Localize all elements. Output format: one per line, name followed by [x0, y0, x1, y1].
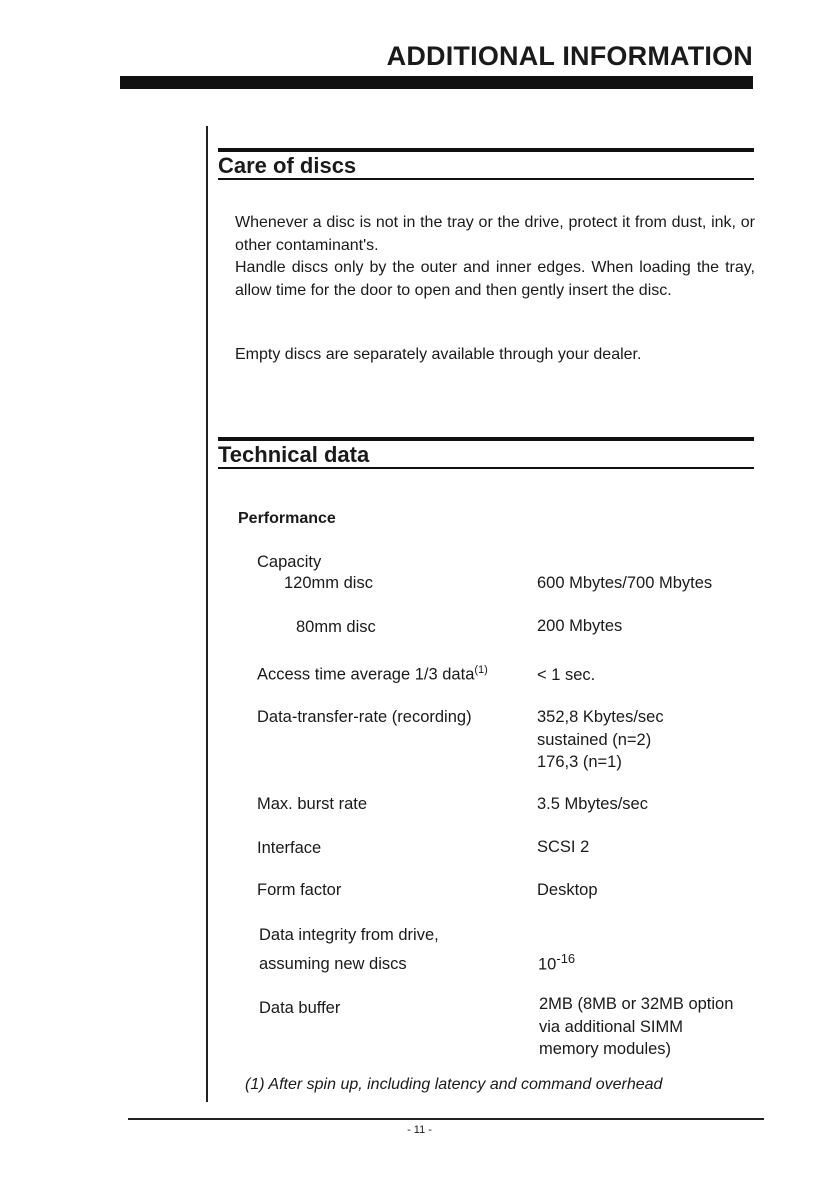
footnote: (1) After spin up, including latency and command overhead	[245, 1076, 663, 1093]
integrity-label-line-1: Data integrity from drive,	[259, 926, 439, 944]
disc120-value: 600 Mbytes/700 Mbytes	[537, 574, 713, 592]
technical-section-title: Technical data	[218, 442, 370, 467]
burst-rate-label: Max. burst rate	[257, 795, 368, 813]
interface-label: Interface	[257, 839, 322, 857]
transfer-rate-value-line: sustained (n=2)	[537, 730, 652, 749]
page-number: - 11 -	[407, 1124, 432, 1136]
integrity-value	[538, 948, 575, 976]
disc80-value: 200 Mbytes	[537, 617, 623, 635]
transfer-rate-value	[537, 706, 664, 774]
burst-rate-value: 3.5 Mbytes/sec	[537, 795, 648, 813]
buffer-value-line: 2MB (8MB or 32MB option	[539, 995, 734, 1013]
care-paragraph	[235, 212, 755, 302]
disc80-label: 80mm disc	[296, 618, 376, 636]
care-section-title: Care of discs	[218, 153, 357, 178]
technical-section-top-rule	[218, 437, 754, 441]
buffer-value	[539, 993, 733, 1061]
footer-rule	[128, 1118, 764, 1120]
left-margin-rule	[206, 126, 208, 1102]
buffer-value-line: memory modules)	[539, 1040, 672, 1058]
access-time-value: < 1 sec.	[537, 666, 596, 684]
access-time-label-text: Access time average 1/3 data	[257, 665, 475, 684]
access-time-label	[257, 664, 488, 685]
technical-section-bottom-rule	[218, 467, 754, 469]
care-text-3: Empty discs are separately available through your dealer.	[235, 346, 642, 363]
buffer-label: Data buffer	[259, 999, 341, 1017]
access-time-footnote-ref: (1)	[474, 664, 488, 676]
care-section-bottom-rule	[218, 178, 754, 180]
integrity-value-exponent: -16	[556, 951, 576, 966]
buffer-value-line: via additional SIMM	[539, 1017, 683, 1036]
care-section-top-rule	[218, 148, 754, 152]
form-factor-value: Desktop	[537, 881, 598, 899]
transfer-rate-label: Data-transfer-rate (recording)	[257, 708, 472, 726]
transfer-rate-value-line: 352,8 Kbytes/sec	[537, 708, 664, 726]
interface-value: SCSI 2	[537, 838, 590, 856]
care-text-1: Whenever a disc is not in the tray or the drive, protect it from dust, ink, or other contaminant's.	[235, 214, 755, 254]
performance-heading: Performance	[238, 510, 336, 527]
page-header-title: ADDITIONAL INFORMATION	[386, 41, 753, 71]
capacity-label: Capacity	[257, 553, 322, 571]
care-text-2: Handle discs only by the outer and inner edges. When loading the tray, allow time for the door to open and then gently insert the disc.	[235, 259, 755, 299]
integrity-value-base: 10	[538, 955, 557, 974]
header-bar	[120, 76, 753, 89]
disc120-label: 120mm disc	[284, 574, 373, 592]
transfer-rate-value-line: 176,3 (n=1)	[537, 753, 622, 771]
form-factor-label: Form factor	[257, 881, 342, 899]
integrity-label-line-2: assuming new discs	[259, 955, 407, 973]
